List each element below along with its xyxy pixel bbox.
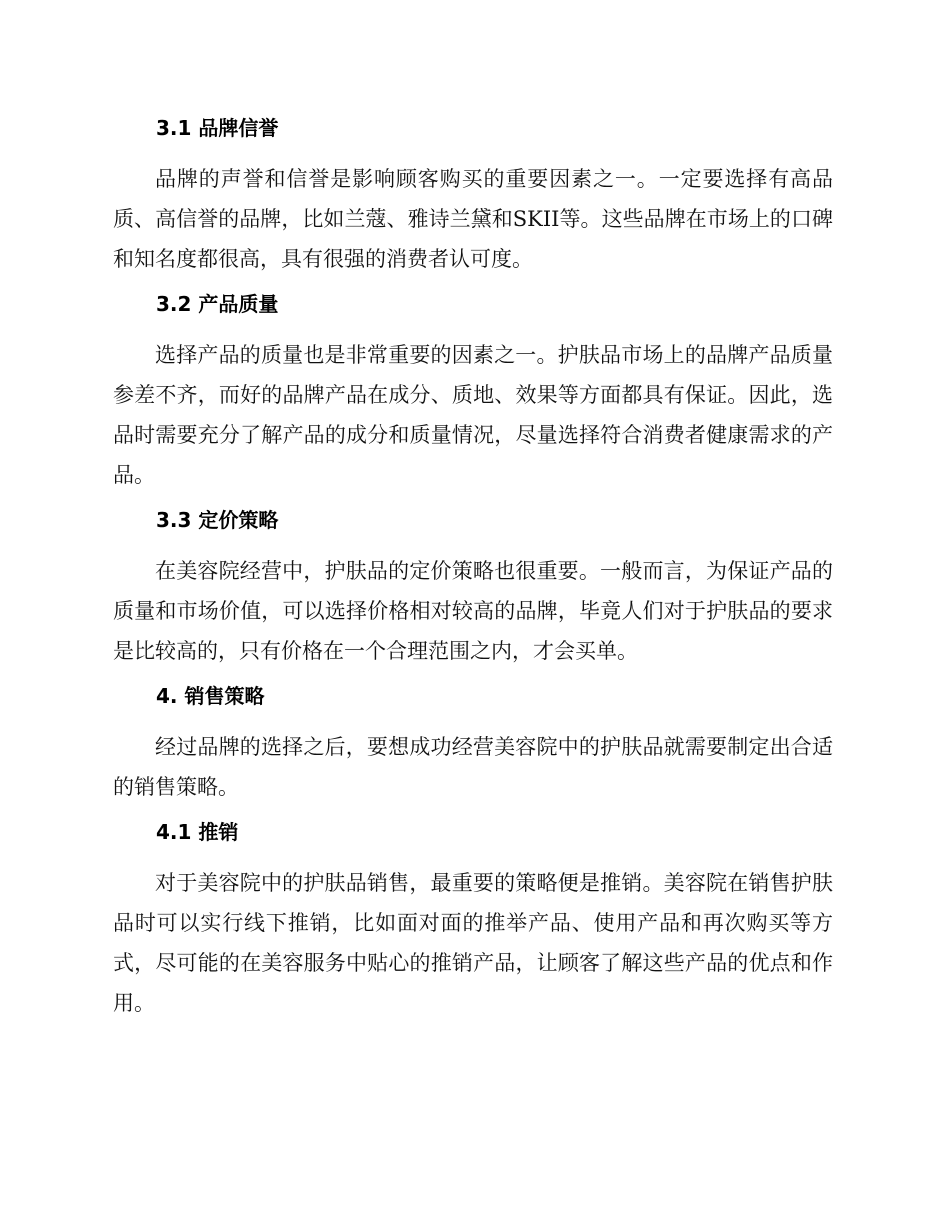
section-heading: 3.3 定价策略 (156, 508, 279, 532)
section-paragraph: 品牌的声誉和信誉是影响顾客购买的重要因素之一。一定要选择有高品质、高信誉的品牌，比如兰蔻、雅诗兰黛和SKII等。这些品牌在市场上的口碑和知名度都很高，具有很强的消费者认可度。 (113, 167, 833, 271)
section-heading: 3.1 品牌信誉 (156, 116, 279, 140)
section-heading: 3.2 产品质量 (156, 292, 279, 316)
section-product-quality (113, 289, 833, 495)
document-page (113, 103, 833, 1033)
section-heading: 4. 销售策略 (156, 684, 265, 708)
section-paragraph: 经过品牌的选择之后，要想成功经营美容院中的护肤品就需要制定出合适的销售策略。 (113, 735, 833, 799)
section-paragraph: 选择产品的质量也是非常重要的因素之一。护肤品市场上的品牌产品质量参差不齐，而好的品牌产品在成分、质地、效果等方面都具有保证。因此，选品时需要充分了解产品的成分和质量情况，尽量选择符合消费者健康需求的产品。 (113, 343, 833, 487)
section-promotion (113, 817, 833, 1023)
section-paragraph: 对于美容院中的护肤品销售，最重要的策略便是推销。美容院在销售护肤品时可以实行线下推销，比如面对面的推举产品、使用产品和再次购买等方式，尽可能的在美容服务中贴心的推销产品，让顾客了解这些产品的优点和作用。 (113, 871, 833, 1015)
section-pricing-strategy (113, 505, 833, 671)
section-brand-reputation (113, 113, 833, 279)
section-paragraph: 在美容院经营中，护肤品的定价策略也很重要。一般而言，为保证产品的质量和市场价值，可以选择价格相对较高的品牌，毕竟人们对于护肤品的要求是比较高的，只有价格在一个合理范围之内，才会买单。 (113, 559, 833, 663)
section-heading: 4.1 推销 (156, 820, 239, 844)
section-sales-strategy (113, 681, 833, 807)
